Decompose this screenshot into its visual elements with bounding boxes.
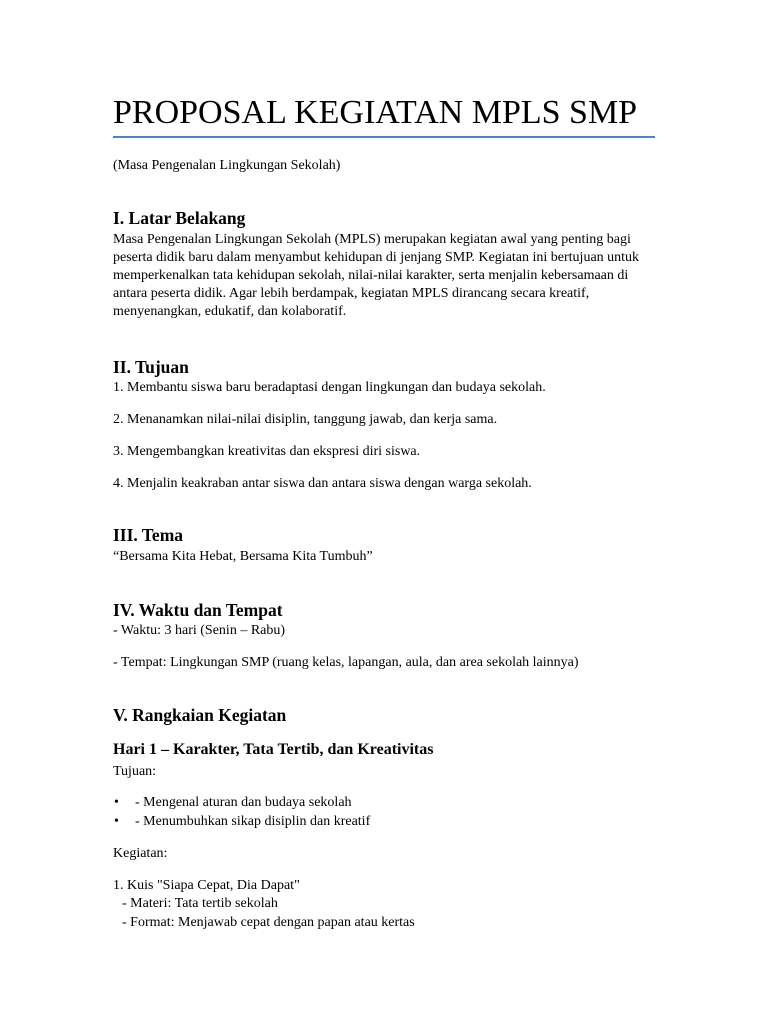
document-subtitle: (Masa Pengenalan Lingkungan Sekolah): [113, 158, 341, 173]
activity-materi: - Materi: Tata tertib sekolah: [122, 896, 278, 911]
paragraph-line: menyenangkan, edukatif, dan kolaboratif.: [113, 304, 347, 319]
tujuan-label: Tujuan:: [113, 764, 157, 779]
tujuan-item: 1. Membantu siswa baru beradaptasi dengan lingkungan dan budaya sekolah.: [113, 380, 546, 395]
bullet-text: - Mengenal aturan dan budaya sekolah: [135, 795, 352, 810]
section-heading-waktu-tempat: IV. Waktu dan Tempat: [113, 600, 283, 620]
title-underline: [113, 136, 655, 138]
paragraph-line: antara peserta didik. Agar lebih berdampak, kegiatan MPLS dirancang secara kreatif,: [113, 286, 590, 301]
bullet-text: - Menumbuhkan sikap disiplin dan kreatif: [135, 814, 371, 829]
tempat-text: - Tempat: Lingkungan SMP (ruang kelas, lapangan, aula, dan area sekolah lainnya): [113, 655, 579, 670]
tujuan-item: 3. Mengembangkan kreativitas dan ekspresi diri siswa.: [113, 444, 421, 459]
section-heading-tema: III. Tema: [113, 525, 184, 545]
section-heading-rangkaian-kegiatan: V. Rangkaian Kegiatan: [113, 705, 287, 725]
subsection-heading-hari-1: Hari 1 – Karakter, Tata Tertib, dan Kreativitas: [113, 741, 434, 758]
bullet-icon: •: [114, 795, 119, 810]
tujuan-item: 2. Menanamkan nilai-nilai disiplin, tanggung jawab, dan kerja sama.: [113, 412, 498, 427]
tujuan-item: 4. Menjalin keakraban antar siswa dan antara siswa dengan warga sekolah.: [113, 476, 532, 491]
paragraph-line: memperkenalkan tata kehidupan sekolah, nilai-nilai karakter, serta menjalin kebersamaan di: [113, 268, 629, 283]
tema-text: “Bersama Kita Hebat, Bersama Kita Tumbuh”: [113, 549, 373, 564]
paragraph-line: peserta didik baru dalam menyambut kehidupan di jenjang SMP. Kegiatan ini bertujuan untuk: [113, 250, 640, 265]
activity-title: 1. Kuis "Siapa Cepat, Dia Dapat": [113, 878, 300, 893]
section-heading-tujuan: II. Tujuan: [113, 357, 189, 377]
latar-belakang-paragraph: [113, 231, 639, 321]
document-title: PROPOSAL KEGIATAN MPLS SMP: [113, 94, 638, 131]
activity-format: - Format: Menjawab cepat dengan papan atau kertas: [122, 915, 415, 930]
kegiatan-label: Kegiatan:: [113, 846, 168, 861]
bullet-icon: •: [114, 814, 119, 829]
paragraph-line: Masa Pengenalan Lingkungan Sekolah (MPLS) merupakan kegiatan awal yang penting bagi: [113, 232, 631, 247]
section-heading-latar-belakang: I. Latar Belakang: [113, 208, 246, 228]
waktu-text: - Waktu: 3 hari (Senin – Rabu): [113, 623, 286, 638]
